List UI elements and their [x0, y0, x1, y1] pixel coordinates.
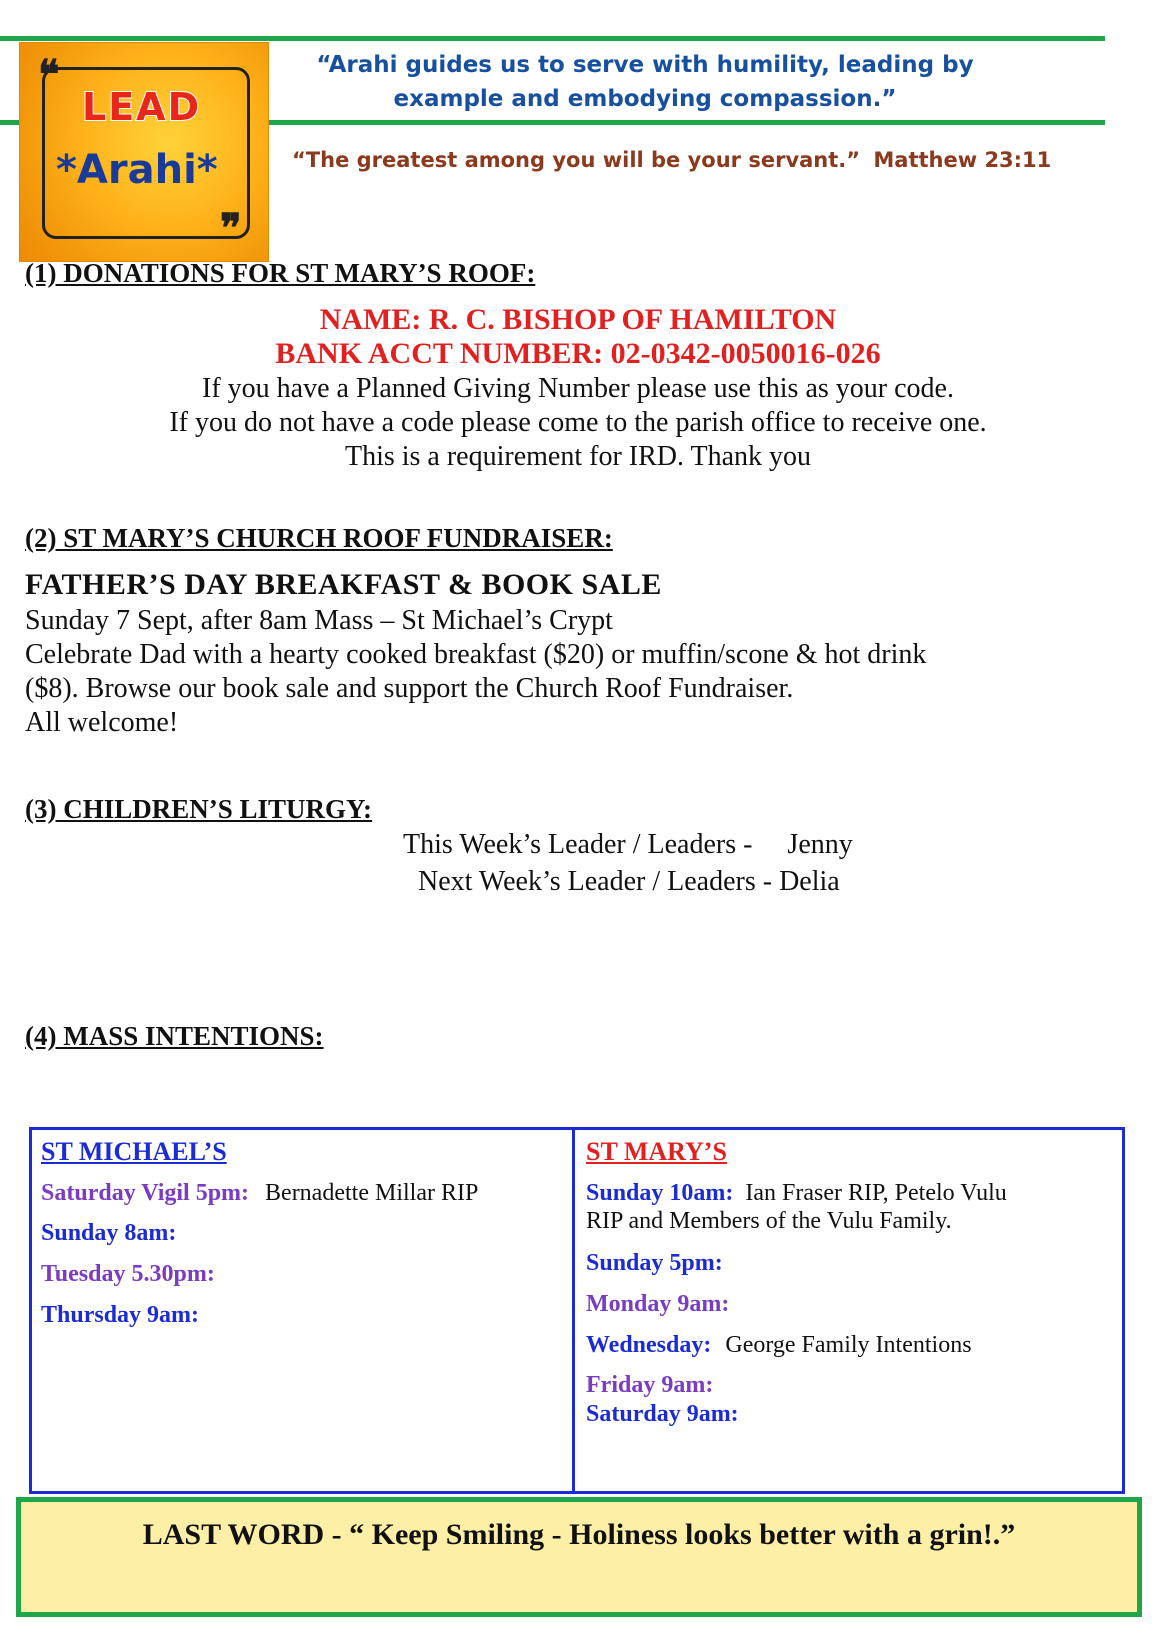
- next-week-name: Delia: [779, 866, 840, 897]
- logo-arahi-text: *Arahi*: [56, 147, 218, 193]
- open-quote-icon: ❝: [38, 51, 60, 98]
- scripture-quote: “The greatest among you will be your servant.”: [292, 148, 861, 172]
- donation-line-1: If you have a Planned Giving Number please use this as your code.: [202, 373, 954, 404]
- next-week-label: Next Week’s Leader / Leaders -: [418, 866, 773, 897]
- st-michaels-title: ST MICHAEL’S: [41, 1137, 227, 1166]
- st-marys-title: ST MARY’S: [586, 1137, 727, 1166]
- mass-time-label: Sunday 5pm:: [586, 1250, 723, 1276]
- scripture-reference: Matthew 23:11: [873, 148, 1052, 172]
- mass-time-label: Friday 9am:: [586, 1372, 714, 1398]
- mass-time-label: Thursday 9am:: [41, 1302, 200, 1328]
- this-week-label: This Week’s Leader / Leaders -: [403, 829, 753, 860]
- mass-table-divider: [572, 1130, 575, 1491]
- last-word-box: [16, 1497, 1142, 1617]
- close-quote-icon: ❞: [220, 205, 242, 252]
- donation-line-3: This is a requirement for IRD. Thank you: [344, 441, 812, 472]
- st-michaels-row: [41, 1259, 215, 1289]
- st-marys-row: [586, 1370, 713, 1400]
- mass-time-label: Sunday 10am:: [586, 1180, 734, 1206]
- mass-intention-text: Ian Fraser RIP, Petelo Vulu: [745, 1180, 1007, 1206]
- event-line-2: Celebrate Dad with a hearty cooked breakfast ($20) or muffin/scone & hot drink: [25, 639, 927, 670]
- mass-time-label: Tuesday 5.30pm:: [41, 1261, 215, 1287]
- st-marys-row: [586, 1178, 1007, 1208]
- st-marys-row: [586, 1330, 972, 1360]
- scripture-line: [292, 148, 1051, 172]
- next-week-leader: [418, 866, 840, 898]
- st-marys-row: [586, 1289, 729, 1319]
- mass-intention-text: George Family Intentions: [725, 1332, 972, 1358]
- section-mass-intentions-heading: (4) MASS INTENTIONS:: [25, 1021, 324, 1051]
- mass-time-label: Monday 9am:: [586, 1291, 730, 1317]
- logo-lead-text: LEAD: [82, 85, 202, 129]
- mass-intention-continuation: RIP and Members of the Vulu Family.: [586, 1208, 952, 1234]
- mass-time-label: Sunday 8am:: [41, 1220, 177, 1246]
- section-fundraiser-heading: (2) ST MARY’S CHURCH ROOF FUNDRAISER:: [25, 523, 613, 553]
- mass-time-label: Saturday 9am:: [586, 1401, 739, 1427]
- lead-arahi-logo: [19, 42, 269, 262]
- section-donations-heading: (1) DONATIONS FOR ST MARY’S ROOF:: [25, 258, 536, 288]
- event-title: FATHER’S DAY BREAKFAST & BOOK SALE: [25, 568, 662, 601]
- donation-line-2: If you do not have a code please come to the parish office to receive one.: [169, 407, 987, 438]
- last-word-text: LAST WORD - “ Keep Smiling - Holiness looks better with a grin!.”: [142, 1518, 1016, 1551]
- account-name: NAME: R. C. BISHOP OF HAMILTON: [319, 303, 837, 336]
- st-michaels-row: [41, 1218, 176, 1248]
- event-line-1: Sunday 7 Sept, after 8am Mass – St Michael’s Crypt: [25, 605, 613, 636]
- event-line-4: All welcome!: [25, 707, 179, 738]
- this-week-name: Jenny: [787, 829, 853, 860]
- st-marys-row: [586, 1399, 739, 1429]
- bank-account-number: BANK ACCT NUMBER: 02-0342-0050016-026: [275, 337, 881, 370]
- st-michaels-row: [41, 1300, 199, 1330]
- motto-quote: “Arahi guides us to serve with humility, leading by example and embodying compassion.”: [316, 52, 974, 112]
- mass-intention-text: Bernadette Millar RIP: [265, 1180, 479, 1206]
- st-michaels-row: [41, 1178, 478, 1208]
- event-line-3: ($8). Browse our book sale and support the Church Roof Fundraiser.: [25, 673, 794, 704]
- mass-time-label: Saturday Vigil 5pm:: [41, 1180, 250, 1206]
- this-week-leader: [403, 829, 853, 861]
- mass-time-label: Wednesday:: [586, 1332, 712, 1358]
- st-marys-row: [586, 1248, 723, 1278]
- section-childrens-liturgy-heading: (3) CHILDREN’S LITURGY:: [25, 794, 373, 824]
- header-top-rule: [0, 36, 1105, 41]
